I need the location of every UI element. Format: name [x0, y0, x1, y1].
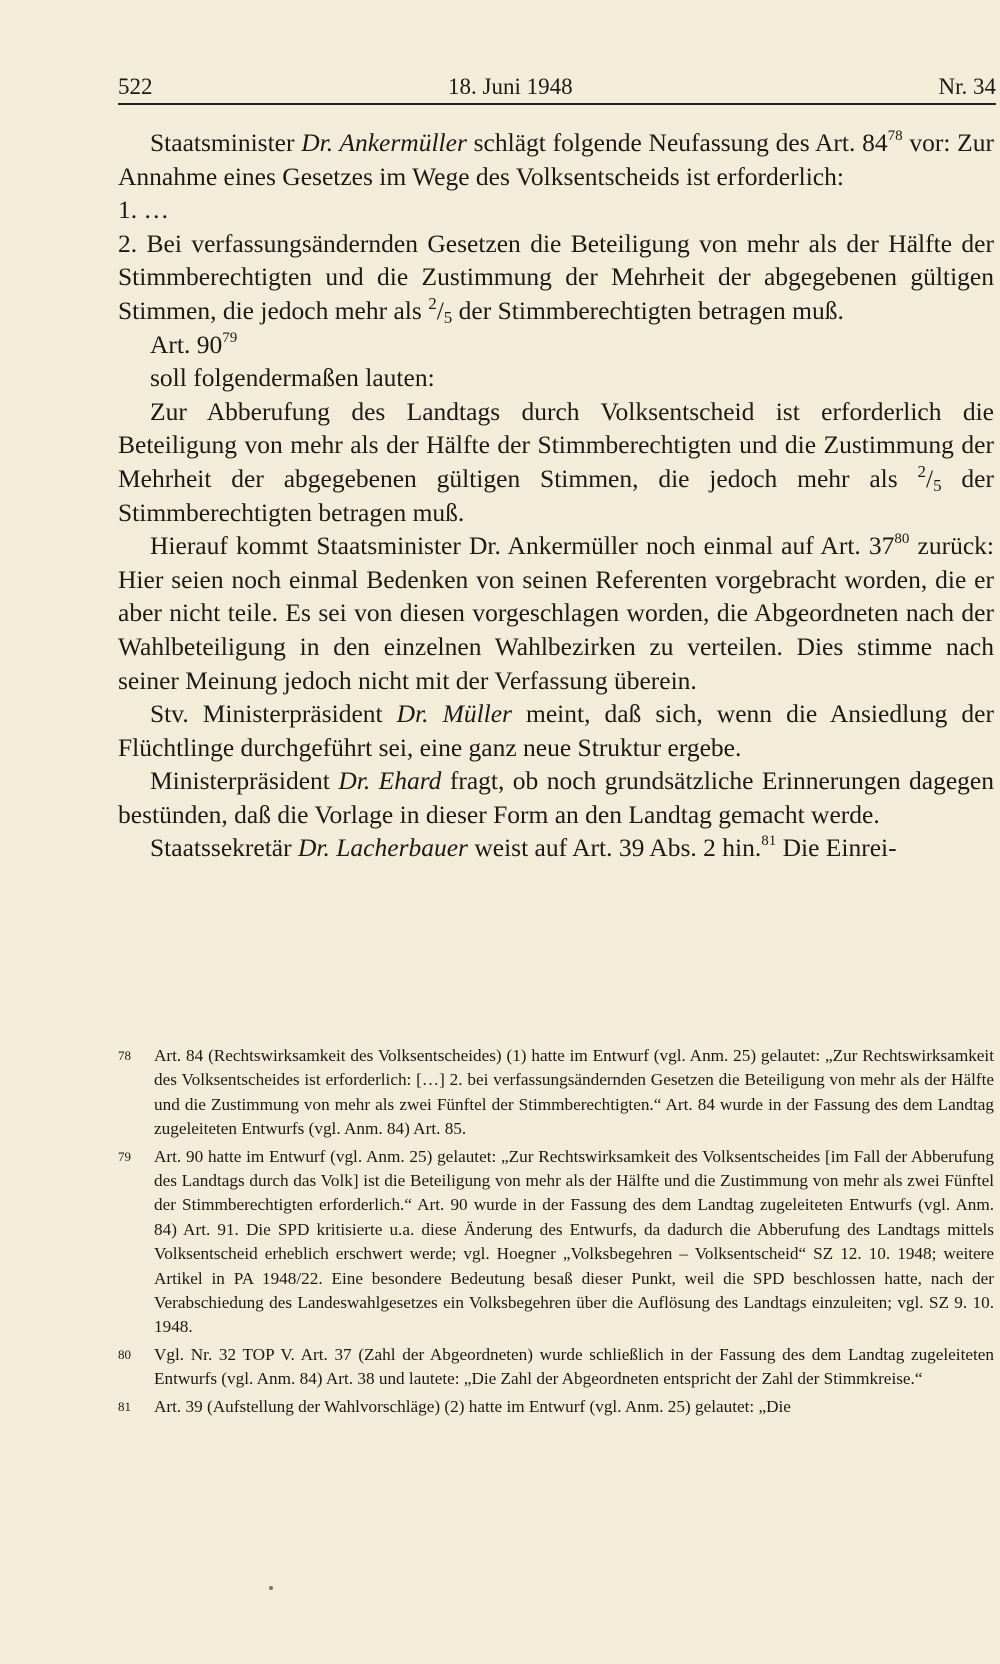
footnote-ref-81: 81: [761, 833, 777, 850]
paragraph-ankermueller-proposal: Staatsminister Dr. Ankermüller schlägt folgende Neufassung des Art. $84^{78}$ vor: Zur Annahme eines Gesetzes im Wege des Volksentscheids ist erforderlich:: [118, 128, 995, 191]
footnote-number: 80: [118, 1346, 131, 1362]
speaker-name: Dr. Müller: [396, 699, 512, 729]
footnote-text: Art. 39 (Aufstellung der Wahlvorschläge) (2) hatte im Entwurf (vgl. Anm. 25) gelautet: „Die: [154, 1396, 791, 1416]
footnote-number: 81: [118, 1398, 131, 1414]
footnote-80: [118, 1343, 994, 1392]
document-number: Nr. 34: [938, 74, 996, 99]
footnote-78: [118, 1044, 994, 1142]
art90-intro: soll folgendermaßen lauten:: [150, 363, 435, 393]
page-number: 522: [118, 74, 153, 99]
footnote-81: [118, 1395, 994, 1419]
fraction-two-fifths: $^2/_5$: [428, 293, 453, 327]
footnote-text: Art. 90 hatte im Entwurf (vgl. Anm. 25) gelautet: „Zur Rechtswirksamkeit des Volksentscheides [im Fall der Abberufung des Landtags durch das Volk] ist die Beteiligung von mehr als der Hälfte und die Zustimmung von mehr als zwei Fünftel der Stimmberechtigten erforderlich.“ Art. 90 wurde in der Fassung des dem Landtag zugeleiteten Entwurfs (vgl. Anm. 84) Art. 91. Die SPD kritisierte u.a. diese Änderung des Entwurfs, da dadurch die Abberufung des Landtags mittels Volksentscheid erheblich erschwert werde; vgl. Hoegner „Volksbegehren – Volksentscheid“ SZ 12. 10. 1948; weitere Artikel in PA 1948/22. Eine besondere Bedeutung besaß dieser Punkt, weil die SPD beschlossen hatte, nach der Verabschiedung des Landeswahlgesetzes ein Volksbegehren über die Auflösung des Landtags einzuleiten; vgl. SZ 9. 10. 1948.: [154, 1146, 994, 1337]
footnote-ref-79: 79: [222, 329, 238, 346]
speaker-name: Dr. Ankermüller: [301, 128, 467, 157]
running-header: [118, 66, 996, 106]
art90-heading: Art. $90^{79}$: [150, 329, 238, 359]
footnotes: [118, 1044, 994, 1422]
speaker-name: Dr. Lacherbauer: [297, 833, 468, 863]
paragraph-art37: Hierauf kommt Staatsminister Dr. Ankermüller noch einmal auf Art. $37^{80}$ zurück: Hier seien noch einmal Bedenken von seinen Referenten vorgebracht worden, die er aber nicht teile. Es sei von diesen vorgeschlagen worden, die Abgeordneten nach der Wahlbeteiligung in den einzelnen Wahlbezirken zu verteilen. Dies stimme nach seiner Meinung jedoch nicht mit der Verfassung überein.: [118, 531, 995, 695]
footnote-ref-78: 78: [887, 128, 903, 144]
paragraph-lacherbauer: Staatssekretär Dr. Lacherbauer weist auf Art. 39 Abs. 2 hin.$^{81}$ Die Einrei-: [150, 833, 897, 863]
fraction-two-fifths: $^2/_5$: [917, 461, 942, 495]
list-item-2: 2. Bei verfassungsändernden Gesetzen die Beteiligung von mehr als der Hälfte der Stimmberechtigten und die Zustimmung der Mehrheit der abgegebenen gültigen Stimmen, die jedoch mehr als $^2/_5$ der Stimmberechtigten betragen muß.: [118, 228, 994, 327]
main-text: [118, 126, 994, 865]
footnote-number: 79: [118, 1148, 131, 1164]
footnote-79: [118, 1145, 994, 1340]
footnote-text: Vgl. Nr. 32 TOP V. Art. 37 (Zahl der Abgeordneten) wurde schließlich in der Fassung des dem Landtag zugeleiteten Entwurfs (vgl. Anm. 84) Art. 38 und lautete: „Die Zahl der Abgeordneten entspricht der Zahl der Stimmkreise.“: [154, 1344, 994, 1389]
paper-speck: [269, 1586, 273, 1590]
footnote-number: 78: [118, 1048, 131, 1063]
paragraph-ehard: Ministerpräsident Dr. Ehard fragt, ob noch grundsätzliche Erinnerungen dagegen bestünden, daß die Vorlage in dieser Form an den Landtag gemacht werde.: [118, 766, 994, 829]
paragraph-abberufung: Zur Abberufung des Landtags durch Volksentscheid ist erforderlich die Beteiligung von mehr als der Hälfte der Stimmberechtigten und die Zustimmung der Mehrheit der abgegebenen gültigen Stimmen, die jedoch mehr als $^2/_5$ der Stimmberechtigten betragen muß.: [118, 396, 994, 527]
paragraph-mueller: Stv. Ministerpräsident Dr. Müller meint, daß sich, wenn die Ansiedlung der Flüchtlinge durchgeführt sei, eine ganz neue Struktur ergebe.: [118, 699, 994, 762]
header-rule: [118, 103, 996, 105]
list-item-1: 1. …: [118, 195, 169, 225]
footnote-ref-80: 80: [894, 531, 910, 548]
footnote-text: Art. 84 (Rechtswirksamkeit des Volksentscheides) (1) hatte im Entwurf (vgl. Anm. 25) gelautet: „Zur Rechtswirksamkeit des Volksentscheides ist erforderlich: […] 2. bei verfassungsändernden Gesetzen die Beteiligung von mehr als der Hälfte und die Zustimmung von mehr als zwei Fünftel der Stimmberechtigten.“ Art. 84 wurde in der Fassung des dem Landtag zugeleiteten Entwurfs (vgl. Anm. 84) Art. 85.: [154, 1046, 994, 1139]
speaker-name: Dr. Ehard: [338, 766, 442, 796]
header-date: 18. Juni 1948: [448, 74, 573, 99]
